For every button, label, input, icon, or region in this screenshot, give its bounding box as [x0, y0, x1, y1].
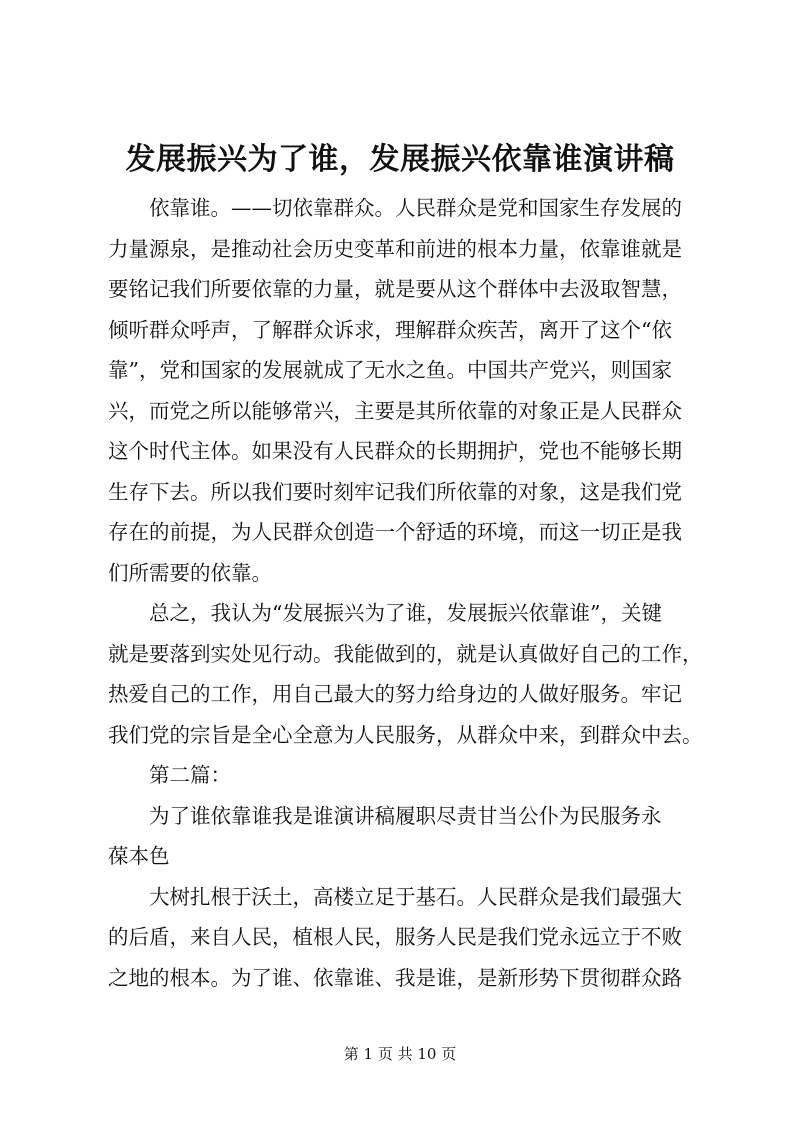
text-line: 依靠谁。——切依靠群众。人民群众是党和国家生存发展的	[149, 196, 682, 220]
text-line: 为了谁依靠谁我是谁演讲稿履职尽责甘当公仆为民服务永	[149, 803, 662, 828]
section-heading: 第二篇：	[149, 763, 231, 787]
text-line: 这个时代主体。如果没有人民群众的长期拥护，党也不能够长期	[108, 439, 682, 463]
text-line: 热爱自己的工作，用自己最大的努力给身边的人做好服务。牢记	[108, 682, 682, 706]
document-title: 发展振兴为了谁，发展振兴依靠谁演讲稿	[125, 142, 675, 177]
page-number: 第 1 页 共 10 页	[343, 1045, 457, 1063]
text-line: 力量源泉，是推动社会历史变革和前进的根本力量，依靠谁就是	[108, 236, 682, 261]
document-body	[108, 188, 708, 998]
text-line: 总之，我认为“发展振兴为了谁，发展振兴依靠谁”，关键	[149, 601, 662, 625]
text-line: 靠”，党和国家的发展就成了无水之鱼。中国共产党兴，则国家	[108, 358, 672, 382]
text-line: 葆本色	[108, 844, 170, 868]
text-line: 要铭记我们所要依靠的力量，就是要从这个群体中去汲取智慧，	[108, 277, 682, 301]
text-line: 倾听群众呼声，了解群众诉求，理解群众疾苦，离开了这个“依	[108, 317, 672, 342]
text-line: 生存下去。所以我们要时刻牢记我们所依靠的对象，这是我们党	[108, 479, 682, 504]
text-line: 我们党的宗旨是全心全意为人民服务，从群众中来，到群众中去。	[108, 722, 703, 747]
text-line: 之地的根本。为了谁、依靠谁、我是谁，是新形势下贯彻群众路	[108, 965, 682, 990]
text-line: 大树扎根于沃土，高楼立足于基石。人民群众是我们最强大	[149, 884, 682, 909]
text-line: 的后盾，来自人民，植根人民，服务人民是我们党永远立于不败	[108, 925, 682, 949]
text-line: 存在的前提，为人民群众创造一个舒适的环境，而这一切正是我	[108, 520, 682, 544]
text-line: 们所需要的依靠。	[108, 560, 272, 585]
text-line: 兴，而党之所以能够常兴，主要是其所依靠的对象正是人民群众	[108, 398, 682, 423]
text-line: 就是要落到实处见行动。我能做到的，就是认真做好自己的工作，	[108, 641, 703, 666]
